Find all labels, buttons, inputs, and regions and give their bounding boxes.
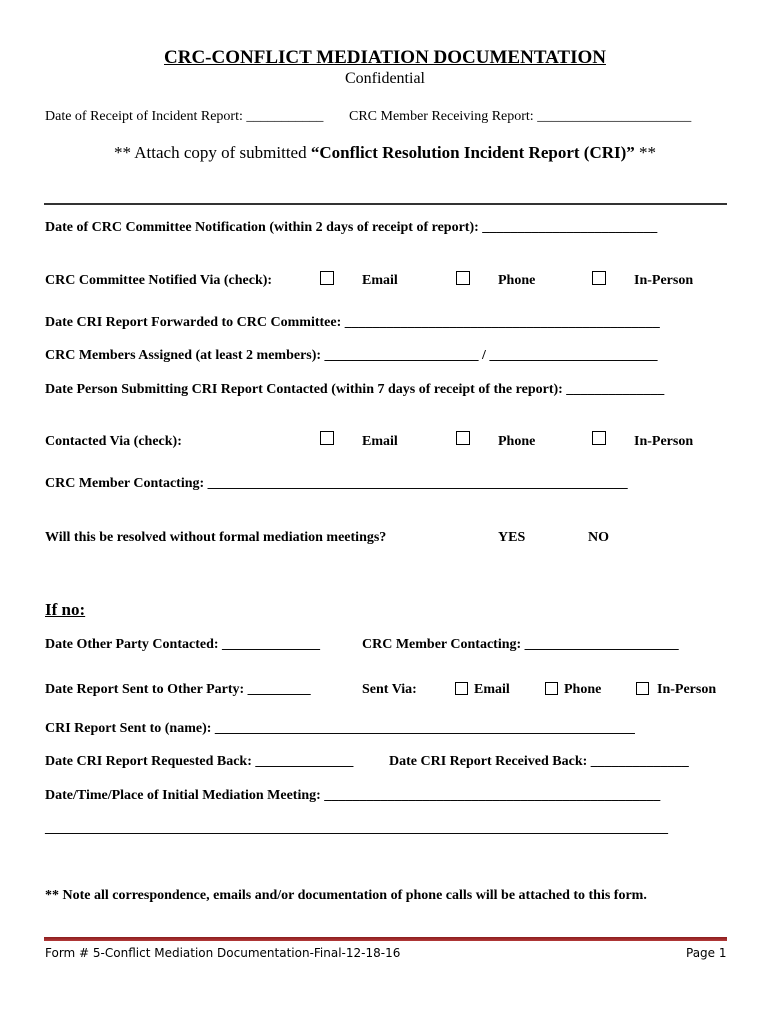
section-divider [44, 203, 727, 205]
received-back-field[interactable]: Date CRI Report Received Back: ______________ [389, 754, 689, 769]
sent-in-person-checkbox[interactable] [636, 682, 649, 695]
additional-blank-line[interactable]: _________________________________________________________________________________________ [45, 821, 668, 836]
crc-member-contacting-field[interactable]: CRC Member Contacting: ______________________ [362, 637, 679, 652]
committee-notification-field[interactable]: Date of CRC Committee Notification (within 2 days of receipt of report): _________________________ [45, 220, 658, 235]
sent-phone-label: Phone [564, 682, 602, 697]
attach-note [0, 143, 770, 163]
initial-meeting-field[interactable]: Date/Time/Place of Initial Mediation Meeting: ________________________________________________ [45, 788, 661, 803]
sent-in-person-label: In-Person [657, 682, 717, 697]
sent-email-checkbox[interactable] [455, 682, 468, 695]
notified-in-person-checkbox[interactable] [592, 271, 606, 285]
contacted-phone-label: Phone [498, 434, 536, 449]
attach-note-suffix: ** [634, 143, 657, 162]
notified-in-person-label: In-Person [634, 273, 694, 288]
contacted-phone-checkbox[interactable] [456, 431, 470, 445]
attach-note-bold: “Conflict Resolution Incident Report (CRI)” [310, 143, 635, 162]
sent-email-label: Email [474, 682, 510, 697]
contacted-email-checkbox[interactable] [320, 431, 334, 445]
yes-option[interactable]: YES [498, 530, 526, 545]
form-id: Form # 5-Conflict Mediation Documentation-Final-12-18-16 [45, 946, 401, 960]
notified-email-checkbox[interactable] [320, 271, 334, 285]
members-assigned-field[interactable]: CRC Members Assigned (at least 2 members): ______________________ / ________________________ [45, 348, 658, 363]
cri-sent-to-field[interactable]: CRI Report Sent to (name): ____________________________________________________________ [45, 721, 635, 736]
notified-via-label: CRC Committee Notified Via (check): [45, 273, 273, 288]
form-title: CRC-CONFLICT MEDIATION DOCUMENTATION [164, 47, 606, 68]
member-contacting-field[interactable]: CRC Member Contacting: ____________________________________________________________ [45, 476, 628, 491]
contacted-email-label: Email [362, 434, 398, 449]
member-receiving-field[interactable]: CRC Member Receiving Report: ______________________ [349, 109, 692, 124]
page-number: Page 1 [686, 946, 727, 960]
other-party-contacted-field[interactable]: Date Other Party Contacted: ______________ [45, 637, 321, 652]
no-option[interactable]: NO [588, 530, 609, 545]
sent-via-label: Sent Via: [362, 682, 417, 697]
notified-phone-checkbox[interactable] [456, 271, 470, 285]
sent-phone-checkbox[interactable] [545, 682, 558, 695]
date-of-receipt-field[interactable]: Date of Receipt of Incident Report: ___________ [45, 109, 324, 124]
contacted-in-person-checkbox[interactable] [592, 431, 606, 445]
requested-back-field[interactable]: Date CRI Report Requested Back: ______________ [45, 754, 354, 769]
person-contacted-date-field[interactable]: Date Person Submitting CRI Report Contacted (within 7 days of receipt of the report): ______________ [45, 382, 665, 397]
report-sent-date-field[interactable]: Date Report Sent to Other Party: _________ [45, 682, 311, 697]
if-no-heading: If no: [45, 600, 86, 619]
notified-phone-label: Phone [498, 273, 536, 288]
attachment-note: ** Note all correspondence, emails and/or documentation of phone calls will be attached to this form. [45, 888, 647, 903]
attach-note-prefix: ** Attach copy of submitted [113, 143, 311, 162]
resolved-question: Will this be resolved without formal mediation meetings? [45, 530, 387, 545]
forwarded-date-field[interactable]: Date CRI Report Forwarded to CRC Committee: _____________________________________________ [45, 315, 660, 330]
contacted-in-person-label: In-Person [634, 434, 694, 449]
footer-divider [44, 937, 727, 941]
contacted-via-label: Contacted Via (check): [45, 434, 182, 449]
notified-email-label: Email [362, 273, 398, 288]
form-subtitle: Confidential [345, 70, 425, 87]
